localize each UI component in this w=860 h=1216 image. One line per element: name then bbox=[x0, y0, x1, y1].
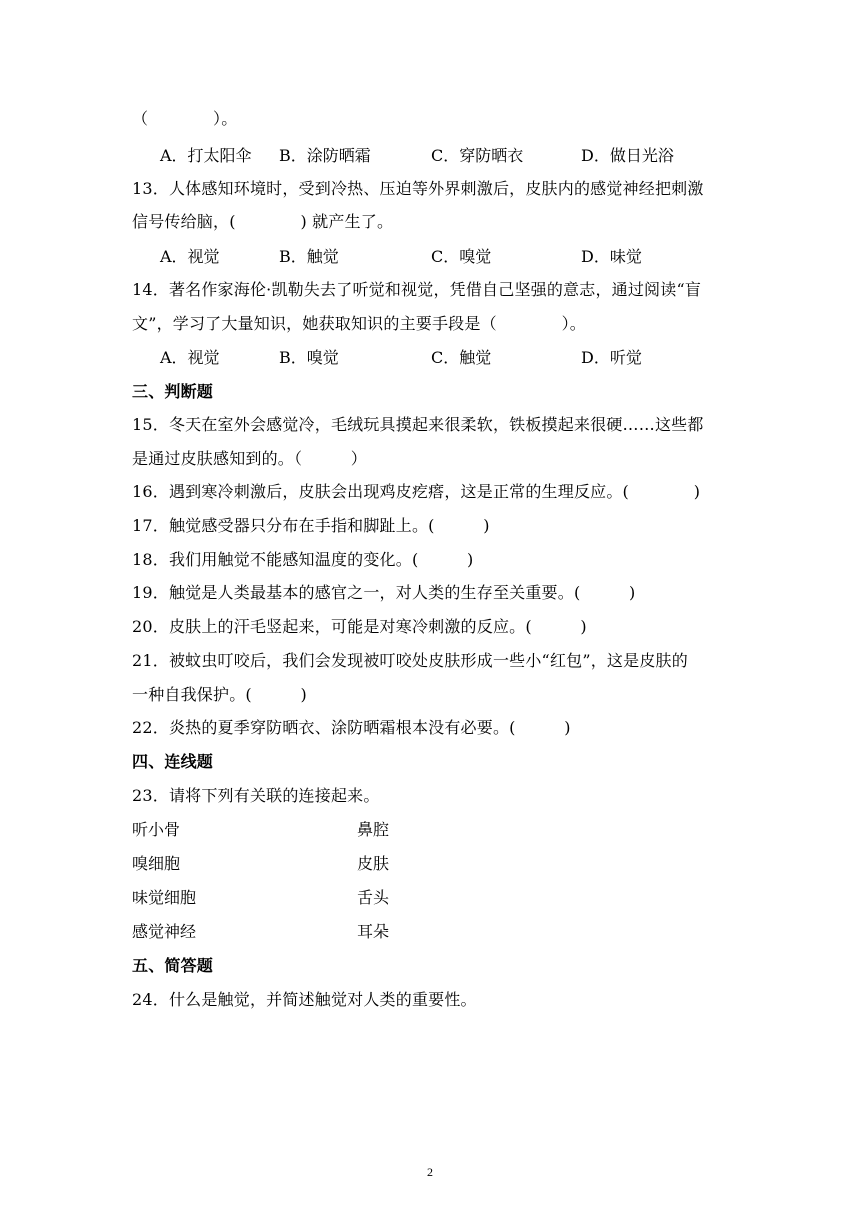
q21-line-2: 一种自我保护。( ) bbox=[132, 685, 307, 704]
q13-line-1: 13．人体感知环境时，受到冷热、压迫等外界刺激后，皮肤内的感觉神经把刺激 bbox=[132, 179, 704, 198]
match-right-item: 鼻腔 bbox=[357, 820, 390, 839]
q13-option-d: D．味觉 bbox=[581, 247, 642, 266]
q23-stem: 23．请将下列有关联的连接起来。 bbox=[132, 786, 380, 805]
q12-option-b: B．涂防晒霜 bbox=[279, 146, 371, 165]
q17-text: 17．触觉感受器只分布在手指和脚趾上。( ) bbox=[132, 516, 490, 535]
match-left-item: 感觉神经 bbox=[132, 922, 197, 941]
section-heading-matching: 四、连线题 bbox=[132, 752, 214, 771]
q21-line-1: 21．被蚊虫叮咬后，我们会发现被叮咬处皮肤形成一些小“红包”，这是皮肤的 bbox=[132, 651, 688, 670]
match-left-item: 味觉细胞 bbox=[132, 888, 197, 907]
page-number: 2 bbox=[427, 1165, 433, 1179]
q15-line-1: 15．冬天在室外会感觉冷，毛绒玩具摸起来很柔软，铁板摸起来很硬……这些都 bbox=[132, 415, 704, 434]
q18-text: 18．我们用触觉不能感知温度的变化。( ) bbox=[132, 550, 474, 569]
match-left-item: 听小骨 bbox=[132, 820, 181, 839]
q14-line-1: 14．著名作家海伦·凯勒失去了听觉和视觉，凭借自己坚强的意志，通过阅读“盲 bbox=[132, 280, 702, 299]
q14-line-2: 文”，学习了大量知识，她获取知识的主要手段是（ ）。 bbox=[132, 314, 586, 333]
q13-option-b: B．触觉 bbox=[279, 247, 339, 266]
q15-line-2: 是通过皮肤感知到的。（ ） bbox=[132, 449, 368, 468]
match-left-item: 嗅细胞 bbox=[132, 854, 181, 873]
match-right-item: 耳朵 bbox=[357, 922, 390, 941]
section-heading-short-answer: 五、简答题 bbox=[132, 956, 214, 975]
match-right-item: 皮肤 bbox=[357, 854, 390, 873]
q14-option-a: A．视觉 bbox=[160, 348, 220, 367]
section-heading-judgement: 三、判断题 bbox=[132, 382, 214, 401]
q13-option-c: C．嗅觉 bbox=[431, 247, 492, 266]
q19-text: 19．触觉是人类最基本的感官之一，对人类的生存至关重要。( ) bbox=[132, 583, 636, 602]
q12-option-a: A．打太阳伞 bbox=[160, 146, 252, 165]
q14-option-c: C．触觉 bbox=[431, 348, 492, 367]
q14-option-d: D．听觉 bbox=[581, 348, 642, 367]
q20-text: 20．皮肤上的汗毛竖起来，可能是对寒冷刺激的反应。( ) bbox=[132, 617, 587, 636]
q12-option-c: C．穿防晒衣 bbox=[431, 146, 524, 165]
match-right-item: 舌头 bbox=[357, 888, 390, 907]
q24-text: 24．什么是触觉，并简述触觉对人类的重要性。 bbox=[132, 990, 477, 1009]
q13-option-a: A．视觉 bbox=[160, 247, 220, 266]
q22-text: 22．炎热的夏季穿防晒衣、涂防晒霜根本没有必要。( ) bbox=[132, 718, 571, 737]
q12-option-d: D．做日光浴 bbox=[581, 146, 674, 165]
q13-line-2: 信号传给脑，( ) 就产生了。 bbox=[132, 212, 394, 231]
q12-blank: （ ）。 bbox=[132, 109, 238, 128]
q16-text: 16．遇到寒冷刺激后，皮肤会出现鸡皮疙瘩，这是正常的生理反应。( ) bbox=[132, 482, 701, 501]
q14-option-b: B．嗅觉 bbox=[279, 348, 339, 367]
